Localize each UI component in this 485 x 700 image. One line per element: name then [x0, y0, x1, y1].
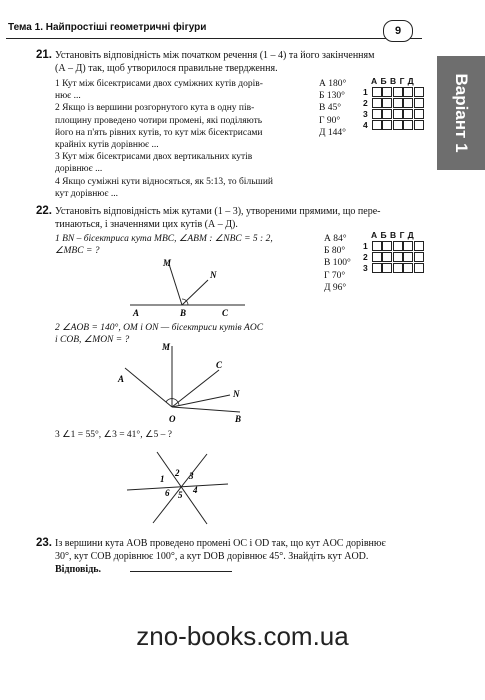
q21-item-1-line1: 1 Кут між бісектрисами двох суміжних кутів дорів-	[55, 79, 263, 89]
ray-oc	[172, 370, 219, 407]
angle-arc	[166, 399, 179, 406]
q22-grid-header: АБВГД	[371, 230, 418, 240]
q23-answer-label: Відповідь.	[55, 564, 102, 575]
q22-figure-2	[115, 340, 255, 428]
q21-option-v: В 45°	[319, 103, 342, 114]
q21-option-b: Б 130°	[319, 91, 345, 102]
q21-item-2-line2: площину проведено чотири промені, які поділяють	[55, 115, 263, 126]
angle-label-3: 3	[189, 471, 194, 481]
q22-option-a: А 84°	[324, 234, 347, 244]
answer-cell[interactable]	[393, 263, 403, 273]
answer-cell[interactable]	[393, 109, 403, 119]
answer-cell[interactable]	[403, 120, 413, 130]
q22-text-line2: тинаються, і значеннями цих кутів (А – Д).	[55, 219, 238, 230]
answer-cell[interactable]	[382, 241, 392, 251]
q22-grid-row-2	[363, 251, 424, 262]
variant-tab	[437, 56, 485, 170]
label-b: B	[180, 308, 187, 318]
header-divider	[6, 38, 422, 39]
answer-cell[interactable]	[372, 87, 382, 97]
q22-grid-row-label: 1	[363, 240, 368, 251]
q21-option-g: Г 90°	[319, 115, 341, 126]
answer-cell[interactable]	[382, 252, 392, 262]
q21-grid-row-1	[363, 86, 424, 97]
answer-cell[interactable]	[414, 87, 424, 97]
answer-cell[interactable]	[382, 109, 392, 119]
answer-cell[interactable]	[372, 241, 382, 251]
page-header-title: Тема 1. Найпростіші геометричні фігури	[8, 22, 207, 33]
answer-cell[interactable]	[372, 98, 382, 108]
label-b: B	[235, 414, 242, 424]
answer-cell[interactable]	[382, 87, 392, 97]
label-o: O	[169, 414, 176, 424]
q21-option-d: Д 144°	[319, 127, 346, 138]
q22-grid-row-label: 2	[363, 251, 368, 262]
q21-item-4-line1: 4 Якщо суміжні кути відносяться, як 5:13, то більший	[55, 176, 274, 187]
q23-text-line2: 30°, кут COB дорівнює 100°, а кут DOB дорівнює 45°. Знайдіть кут AOD.	[55, 551, 369, 562]
q21-grid-row-label: 3	[363, 108, 368, 119]
q22-item-3: 3 ∠1 = 55°, ∠3 = 41°, ∠5 – ?	[55, 430, 172, 440]
answer-cell[interactable]	[372, 120, 382, 130]
q21-item-1	[55, 78, 315, 102]
answer-cell[interactable]	[403, 241, 413, 251]
answer-cell[interactable]	[414, 98, 424, 108]
q22-option-b: Б 80°	[324, 246, 346, 257]
ray-bm	[169, 264, 182, 305]
q21-grid-row-4	[363, 119, 424, 130]
answer-cell[interactable]	[382, 263, 392, 273]
answer-cell[interactable]	[403, 109, 413, 119]
label-m: M	[163, 258, 172, 268]
q22-item-1-line2: ∠MBC = ?	[55, 246, 100, 257]
q22-number: 22.	[36, 205, 52, 217]
ray-oa	[125, 368, 172, 407]
label-n: N	[233, 389, 240, 399]
answer-cell[interactable]	[414, 120, 424, 130]
angle-label-2: 2	[175, 468, 180, 478]
label-c: C	[222, 308, 229, 318]
q21-grid-row-2	[363, 97, 424, 108]
answer-cell[interactable]	[393, 87, 403, 97]
angle-label-5: 5	[178, 490, 183, 500]
q21-item-3-line2: дорівнює ...	[55, 164, 103, 175]
q21-item-4-line2: кут дорівнює ...	[55, 188, 118, 199]
answer-cell[interactable]	[403, 87, 413, 97]
q22-figure-3	[125, 448, 230, 528]
answer-cell[interactable]	[403, 252, 413, 262]
q21-grid-row-label: 1	[363, 86, 368, 97]
q23-number: 23.	[36, 537, 52, 549]
answer-cell[interactable]	[382, 98, 392, 108]
answer-cell[interactable]	[382, 120, 392, 130]
q22-option-v: В 100°	[324, 258, 351, 269]
label-c: C	[216, 360, 223, 370]
q21-item-2-line1: 2 Якщо із вершини розгорнутого кута в одну пів-	[55, 103, 255, 114]
q21-grid-row-label: 2	[363, 97, 368, 108]
q22-answer-grid	[363, 230, 424, 273]
answer-cell[interactable]	[393, 241, 403, 251]
q21-options	[319, 78, 346, 139]
angle-label-1: 1	[160, 474, 165, 484]
answer-cell[interactable]	[414, 263, 424, 273]
q21-item-4	[55, 176, 315, 200]
variant-tab-label: Варіант 1	[452, 73, 471, 153]
q21-number: 21.	[36, 49, 52, 61]
ray-ob	[172, 407, 240, 412]
answer-cell[interactable]	[414, 109, 424, 119]
q21-item-1-line2: нює ...	[55, 91, 81, 102]
q21-item-3	[55, 151, 315, 175]
q22-grid-row-label: 3	[363, 262, 368, 273]
answer-cell[interactable]	[414, 252, 424, 262]
q22-item-2-line2: і COB, ∠MON = ?	[55, 335, 130, 346]
q23-text-line1: Із вершини кута AOB проведено промені OC і OD так, що кут AOC дорівнює	[55, 538, 386, 549]
q21-text-line1: Установіть відповідність між початком речення (1 – 4) та його закінченням	[55, 50, 375, 61]
answer-cell[interactable]	[372, 109, 382, 119]
ray-bn	[182, 280, 208, 305]
label-n: N	[210, 270, 217, 280]
q22-grid-row-1	[363, 240, 424, 251]
angle-label-6: 6	[165, 488, 170, 498]
q21-answer-grid	[363, 76, 424, 130]
q21-grid-header: АБВГД	[371, 76, 418, 86]
q21-item-2-line3: його на п'ять рівних кутів, то кут між бісектрисами	[55, 127, 263, 138]
q22-grid-row-3	[363, 262, 424, 273]
q22-options	[324, 233, 351, 294]
q21-item-2-line4: крайніх кутів дорівнює ...	[55, 140, 159, 151]
answer-cell[interactable]	[372, 263, 382, 273]
page-number: 9	[383, 20, 413, 42]
q21-items	[55, 78, 315, 200]
answer-cell[interactable]	[393, 252, 403, 262]
answer-cell[interactable]	[403, 98, 413, 108]
q22-item-2-line1: 2 ∠AOB = 140°, OM і ON — бісектриси кутів AOC	[55, 323, 264, 333]
answer-cell[interactable]	[414, 241, 424, 251]
q21-item-2	[55, 102, 315, 151]
q23-answer-field[interactable]	[130, 571, 232, 572]
label-a: A	[118, 374, 125, 384]
q21-option-a: А 180°	[319, 79, 347, 89]
q22-option-d: Д 96°	[324, 282, 347, 293]
answer-cell[interactable]	[393, 98, 403, 108]
q22-figure-1	[125, 254, 255, 318]
angle-label-4: 4	[193, 485, 198, 495]
answer-cell[interactable]	[372, 252, 382, 262]
q21-item-3-line1: 3 Кут між бісектрисами двох вертикальних кутів	[55, 152, 253, 163]
label-a: A	[133, 308, 140, 318]
q21-text-line2: (А – Д) так, щоб утворилося правильне твердження.	[55, 63, 278, 74]
answer-cell[interactable]	[403, 263, 413, 273]
q22-option-g: Г 70°	[324, 270, 346, 281]
q22-text-line1: Установіть відповідність між кутами (1 – 3), утвореними прямими, що пере-	[55, 206, 381, 217]
ray-on	[172, 395, 230, 407]
answer-cell[interactable]	[393, 120, 403, 130]
footer-watermark: zno-books.com.ua	[136, 621, 349, 651]
q21-grid-row-3	[363, 108, 424, 119]
q22-item-1-line1: 1 BN – бісектриса кута MBC, ∠ABM : ∠NBC = 5 : 2,	[55, 234, 273, 244]
q21-grid-row-label: 4	[363, 119, 368, 130]
label-m: M	[162, 342, 171, 352]
